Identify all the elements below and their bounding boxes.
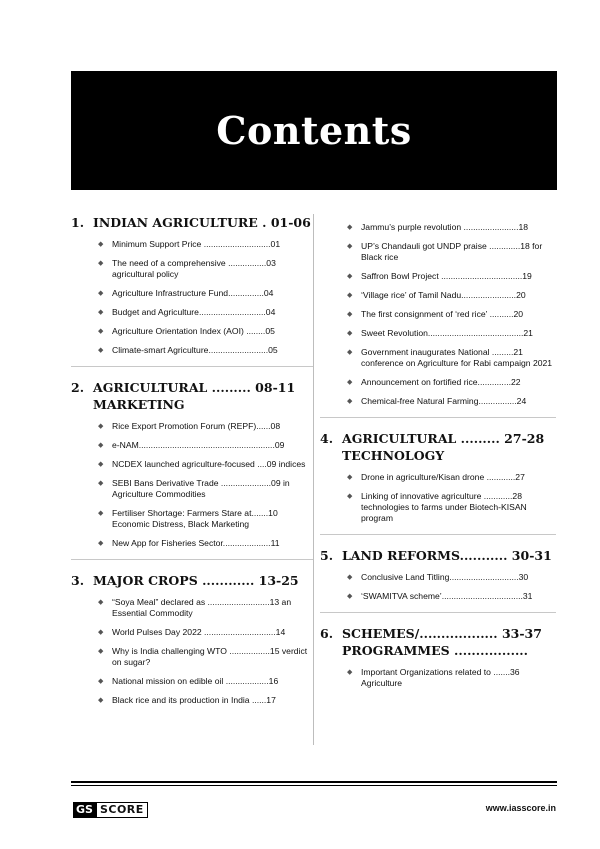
toc-item[interactable]: ◆ SEBI Bans Derivative Trade .....................09 in Agriculture Commodities: [71, 478, 313, 500]
toc-item[interactable]: ◆ Why is India challenging WTO .................15 verdict on sugar?: [71, 646, 313, 668]
section-number: 5.: [320, 548, 334, 563]
bullet-icon: ◆: [347, 474, 353, 481]
bullet-icon: ◆: [347, 349, 353, 356]
bullet-icon: ◆: [98, 347, 104, 354]
section-heading[interactable]: [71, 214, 313, 231]
toc-item[interactable]: ◆ “Soya Meal” declared as ..........................13 an Essential Commodity: [71, 597, 313, 619]
bullet-icon: ◆: [98, 241, 104, 248]
bullet-icon: ◆: [347, 669, 353, 676]
section-divider: [320, 534, 556, 535]
toc-section: [320, 430, 556, 524]
toc-item[interactable]: ◆ e-NAM.........................................................09: [71, 440, 313, 451]
footer-rule: [71, 781, 557, 783]
toc-section: [320, 547, 556, 602]
bullet-icon: ◆: [98, 260, 104, 267]
bullet-icon: ◆: [98, 309, 104, 316]
toc-section: [71, 379, 313, 549]
bullet-icon: ◆: [347, 493, 353, 500]
toc-item[interactable]: ◆ ‘Village rice’ of Tamil Nadu.......................20: [320, 290, 556, 301]
toc-item[interactable]: ◆ Agriculture Orientation Index (AOI) ........05: [71, 326, 313, 337]
section-heading[interactable]: [320, 547, 556, 564]
section-number: 4.: [320, 431, 334, 446]
toc-item[interactable]: ◆ Rice Export Promotion Forum (REPF)......08: [71, 421, 313, 432]
logo-gs: GS: [73, 802, 96, 818]
bullet-icon: ◆: [98, 629, 104, 636]
bullet-icon: ◆: [98, 540, 104, 547]
section-number: 3.: [71, 573, 85, 588]
bullet-icon: ◆: [98, 480, 104, 487]
bullet-icon: ◆: [347, 243, 353, 250]
toc-right-column: [320, 222, 556, 697]
column-divider: [313, 214, 314, 745]
section-divider: [320, 612, 556, 613]
page-title: Contents: [216, 108, 412, 153]
toc-item[interactable]: ◆ Minimum Support Price ............................01: [71, 239, 313, 250]
section-title: LAND REFORMS........... 30-31: [342, 548, 552, 563]
toc-item[interactable]: ◆ New App for Fisheries Sector....................11: [71, 538, 313, 549]
toc-item[interactable]: ◆ Climate-smart Agriculture.........................05: [71, 345, 313, 356]
toc-section: [71, 214, 313, 356]
toc-item[interactable]: ◆ Jammu’s purple revolution .......................18: [320, 222, 556, 233]
website-link[interactable]: www.iasscore.in: [485, 803, 556, 813]
toc-item[interactable]: ◆ UP’s Chandauli got UNDP praise .............18 for Black rice: [320, 241, 556, 263]
toc-item[interactable]: ◆ Budget and Agriculture............................04: [71, 307, 313, 318]
bullet-icon: ◆: [347, 224, 353, 231]
toc-item[interactable]: ◆ Black rice and its production in India ......17: [71, 695, 313, 706]
section-heading[interactable]: [320, 430, 556, 464]
section-divider: [71, 366, 313, 367]
toc-item[interactable]: ◆ ‘SWAMITVA scheme’..................................31: [320, 591, 556, 602]
logo-score: SCORE: [96, 802, 148, 818]
bullet-icon: ◆: [98, 697, 104, 704]
toc-section: [71, 572, 313, 706]
toc-item[interactable]: ◆ The need of a comprehensive ................03 agricultural policy: [71, 258, 313, 280]
section-divider: [320, 417, 556, 418]
toc-item[interactable]: ◆ Important Organizations related to .......36 Agriculture: [320, 667, 556, 689]
toc-item[interactable]: ◆ The first consignment of ‘red rice’ ..........20: [320, 309, 556, 320]
toc-item[interactable]: ◆ Agriculture Infrastructure Fund...............04: [71, 288, 313, 299]
section-heading[interactable]: [71, 379, 313, 413]
toc-item[interactable]: ◆ Sweet Revolution........................................21: [320, 328, 556, 339]
bullet-icon: ◆: [98, 442, 104, 449]
section-title: MAJOR CROPS ............ 13-25: [93, 573, 299, 588]
section-heading[interactable]: [320, 625, 556, 659]
section-number: 2.: [71, 380, 85, 395]
bullet-icon: ◆: [347, 273, 353, 280]
contents-banner: [71, 71, 557, 190]
toc-item[interactable]: ◆ Government inaugurates National .........21 conference on Agriculture for Rabi campaign 2021: [320, 347, 556, 369]
toc-item[interactable]: ◆ National mission on edible oil ..................16: [71, 676, 313, 687]
toc-item[interactable]: ◆ Chemical-free Natural Farming................24: [320, 396, 556, 407]
toc-item[interactable]: ◆ NCDEX launched agriculture-focused ....09 indices: [71, 459, 313, 470]
section-divider: [71, 559, 313, 560]
bullet-icon: ◆: [347, 330, 353, 337]
bullet-icon: ◆: [347, 593, 353, 600]
section-heading[interactable]: [71, 572, 313, 589]
bullet-icon: ◆: [98, 290, 104, 297]
bullet-icon: ◆: [98, 510, 104, 517]
section-number: 6.: [320, 626, 334, 641]
bullet-icon: ◆: [98, 423, 104, 430]
bullet-icon: ◆: [98, 328, 104, 335]
footer-rule: [71, 785, 557, 786]
section-title: AGRICULTURAL ......... 27-28 TECHNOLOGY: [342, 431, 545, 463]
toc-item[interactable]: ◆ Fertiliser Shortage: Farmers Stare at.......10 Economic Distress, Black Marketing: [71, 508, 313, 530]
bullet-icon: ◆: [98, 461, 104, 468]
bullet-icon: ◆: [98, 599, 104, 606]
section-title: INDIAN AGRICULTURE . 01-06: [93, 215, 311, 230]
section-title: SCHEMES/.................. 33-37 PROGRAMMES .................: [342, 626, 542, 658]
toc-item[interactable]: ◆ Conclusive Land Titling.............................30: [320, 572, 556, 583]
bullet-icon: ◆: [347, 574, 353, 581]
toc-left-column: [71, 214, 313, 714]
toc-item[interactable]: ◆ Linking of innovative agriculture ............28 technologies to farms under Biotech-KISAN program: [320, 491, 556, 524]
bullet-icon: ◆: [347, 379, 353, 386]
bullet-icon: ◆: [347, 398, 353, 405]
toc-item[interactable]: ◆ Saffron Bowl Project ..................................19: [320, 271, 556, 282]
bullet-icon: ◆: [98, 648, 104, 655]
gs-score-logo: [73, 802, 148, 818]
toc-section: [320, 625, 556, 689]
toc-item[interactable]: ◆ World Pulses Day 2022 ..............................14: [71, 627, 313, 638]
toc-item[interactable]: ◆ Announcement on fortified rice..............22: [320, 377, 556, 388]
bullet-icon: ◆: [347, 311, 353, 318]
bullet-icon: ◆: [347, 292, 353, 299]
section-title: AGRICULTURAL ......... 08-11 MARKETING: [93, 380, 296, 412]
bullet-icon: ◆: [98, 678, 104, 685]
toc-item[interactable]: ◆ Drone in agriculture/Kisan drone ............27: [320, 472, 556, 483]
section-number: 1.: [71, 215, 85, 230]
